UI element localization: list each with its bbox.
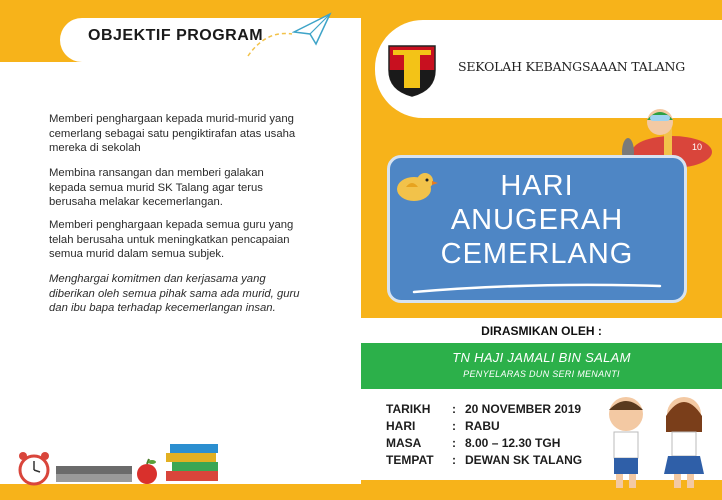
objektif-title: OBJEKTIF PROGRAM (88, 27, 264, 44)
paper-plane-icon (292, 12, 332, 46)
svg-text:10: 10 (692, 142, 703, 152)
officiated-by-label: DIRASMIKAN OLEH : (481, 324, 602, 338)
detail-colon: : (452, 419, 456, 433)
kids-illustration (594, 392, 720, 492)
officiant-name: TN HAJI JAMALI BIN SALAM (452, 350, 631, 365)
detail-value-time: 8.00 – 12.30 TGH (465, 436, 561, 450)
objective-point-1: Memberi penghargaan kepada murid-murid yang cemerlang sebagai satu pengiktirafan atas usaha mereka di sekolah (49, 113, 296, 154)
detail-value-day: RABU (465, 419, 500, 433)
notebook-icon (54, 462, 134, 486)
event-title-line-1: HARI (500, 170, 574, 202)
objective-point-2: Membina ransangan dan memberi galakan kepada semua murid SK Talang agar terus berusaha melakar kecemerlangan. (49, 167, 264, 208)
alarm-clock-icon (14, 448, 54, 488)
detail-colon: : (452, 402, 456, 416)
officiant-role: PENYELARAS DUN SERI MENANTI (463, 369, 620, 379)
detail-value-date: 20 NOVEMBER 2019 (465, 402, 582, 416)
detail-colon: : (452, 436, 456, 450)
detail-label-day: HARI (386, 419, 416, 433)
detail-label-date: TARIKH (386, 402, 431, 416)
detail-value-venue: DEWAN SK TALANG (465, 453, 583, 467)
detail-label-time: MASA (386, 436, 422, 450)
objective-point-4: Menghargai komitmen dan kerjasama yang diberikan oleh semua pihak sama ada murid, guru dan ibu bapa terhadap kecemerlangan insan. (49, 273, 300, 314)
detail-colon: : (452, 453, 456, 467)
event-title-line-3: CEMERLANG (440, 238, 634, 270)
books-icon (164, 440, 222, 486)
apple-icon (134, 458, 160, 486)
objective-point-3: Memberi penghargaan kepada semua guru yang telah berusaha untuk meningkatkan pencapaian semua murid dalam semua subjek. (49, 219, 294, 260)
brush-underline-icon (412, 280, 662, 296)
detail-label-venue: TEMPAT (386, 453, 434, 467)
school-name: SEKOLAH KEBANGSAAAN TALANG (458, 59, 686, 74)
bottom-yellow-band (0, 484, 361, 500)
bird-icon (392, 165, 438, 205)
school-crest-logo (385, 40, 439, 98)
event-title-line-2: ANUGERAH (450, 204, 624, 236)
